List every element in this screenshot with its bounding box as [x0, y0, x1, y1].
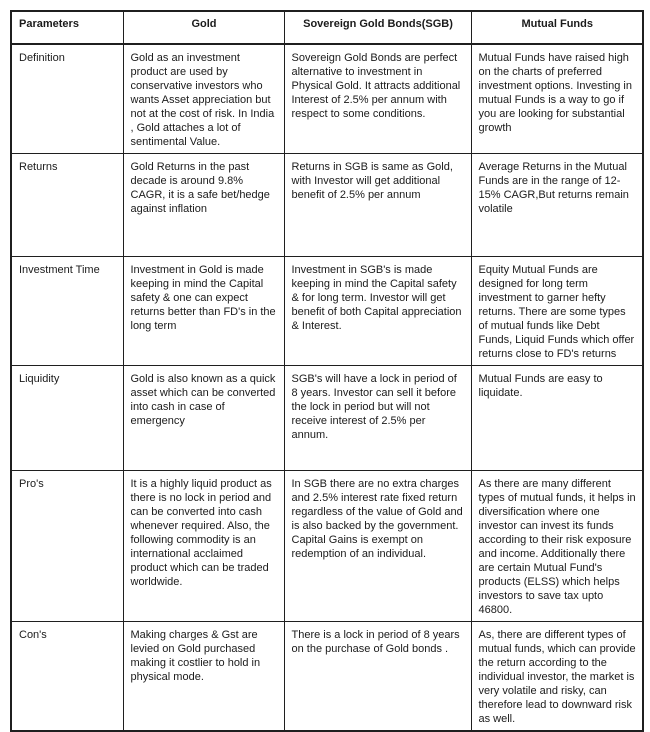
row-label-pros: Pro's	[11, 471, 123, 622]
comparison-table	[10, 10, 644, 732]
cell-investment-time-sgb: Investment in SGB's is made keeping in mind the Capital safety & for long term. Investor will get benefit of both Capital appreciation & Interest.	[284, 257, 471, 366]
cell-definition-mutual-funds: Mutual Funds have raised high on the charts of preferred investment options. Investing in mutual Funds is a way to go if you are looking for substantial growth	[471, 44, 643, 154]
row-label-investment-time: Investment Time	[11, 257, 123, 366]
table-row-pros	[11, 471, 643, 622]
cell-liquidity-mutual-funds: Mutual Funds are easy to liquidate.	[471, 366, 643, 471]
column-header-parameters: Parameters	[11, 11, 123, 44]
column-header-sgb: Sovereign Gold Bonds(SGB)	[284, 11, 471, 44]
cell-liquidity-sgb: SGB's will have a lock in period of 8 years. Investor can sell it before the lock in period but will not receive interest of 2.5% per annum.	[284, 366, 471, 471]
row-label-returns: Returns	[11, 154, 123, 257]
column-header-gold: Gold	[123, 11, 284, 44]
cell-returns-sgb: Returns in SGB is same as Gold, with Investor will get additional benefit of 2.5% per annum	[284, 154, 471, 257]
cell-cons-mutual-funds: As, there are different types of mutual funds, which can provide the return according to the individual investor, the market is very volatile and risky, can therefore lead to downward risk as well.	[471, 622, 643, 732]
table-row-cons	[11, 622, 643, 732]
cell-definition-gold: Gold as an investment product are used by conservative investors who wants Asset appreciation but not at the cost of risk. In India , Gold attaches a lot of sentimental Value.	[123, 44, 284, 154]
cell-investment-time-mutual-funds: Equity Mutual Funds are designed for long term investment to garner hefty returns. There are some types of mutual funds like Debt Funds, Liquid Funds which offer returns close to FD's returns	[471, 257, 643, 366]
header-row	[11, 11, 643, 44]
table-row-returns	[11, 154, 643, 257]
cell-liquidity-gold: Gold is also known as a quick asset which can be converted into cash in case of emergency	[123, 366, 284, 471]
cell-cons-sgb: There is a lock in period of 8 years on the purchase of Gold bonds .	[284, 622, 471, 732]
cell-pros-gold: It is a highly liquid product as there is no lock in period and can be converted into cash whenever required. Also, the following commodity is an international acclaimed product which can be traded worldwide.	[123, 471, 284, 622]
cell-pros-sgb: In SGB there are no extra charges and 2.5% interest rate fixed return regardless of the value of Gold and is also backed by the government. Capital Gains is exempt on redemption of an individual.	[284, 471, 471, 622]
table-row-investment-time	[11, 257, 643, 366]
row-label-cons: Con's	[11, 622, 123, 732]
cell-returns-mutual-funds: Average Returns in the Mutual Funds are in the range of 12-15% CAGR,But returns remain volatile	[471, 154, 643, 257]
cell-pros-mutual-funds: As there are many different types of mutual funds, it helps in diversification where one investor can invest its funds according to their risk exposure and income. Additionally there are certain Mutual Fund's products (ELSS) which helps investors to save tax upto 46800.	[471, 471, 643, 622]
cell-investment-time-gold: Investment in Gold is made keeping in mind the Capital safety & one can expect returns better than FD's in the long term	[123, 257, 284, 366]
row-label-definition: Definition	[11, 44, 123, 154]
table-row-liquidity	[11, 366, 643, 471]
cell-returns-gold: Gold Returns in the past decade is around 9.8% CAGR, it is a safe bet/hedge against inflation	[123, 154, 284, 257]
cell-cons-gold: Making charges & Gst are levied on Gold purchased making it costlier to hold in physical mode.	[123, 622, 284, 732]
cell-definition-sgb: Sovereign Gold Bonds are perfect alternative to investment in Physical Gold. It attracts additional Interest of 2.5% per annum with respect to some conditions.	[284, 44, 471, 154]
table-row-definition	[11, 44, 643, 154]
column-header-mutual-funds: Mutual Funds	[471, 11, 643, 44]
row-label-liquidity: Liquidity	[11, 366, 123, 471]
